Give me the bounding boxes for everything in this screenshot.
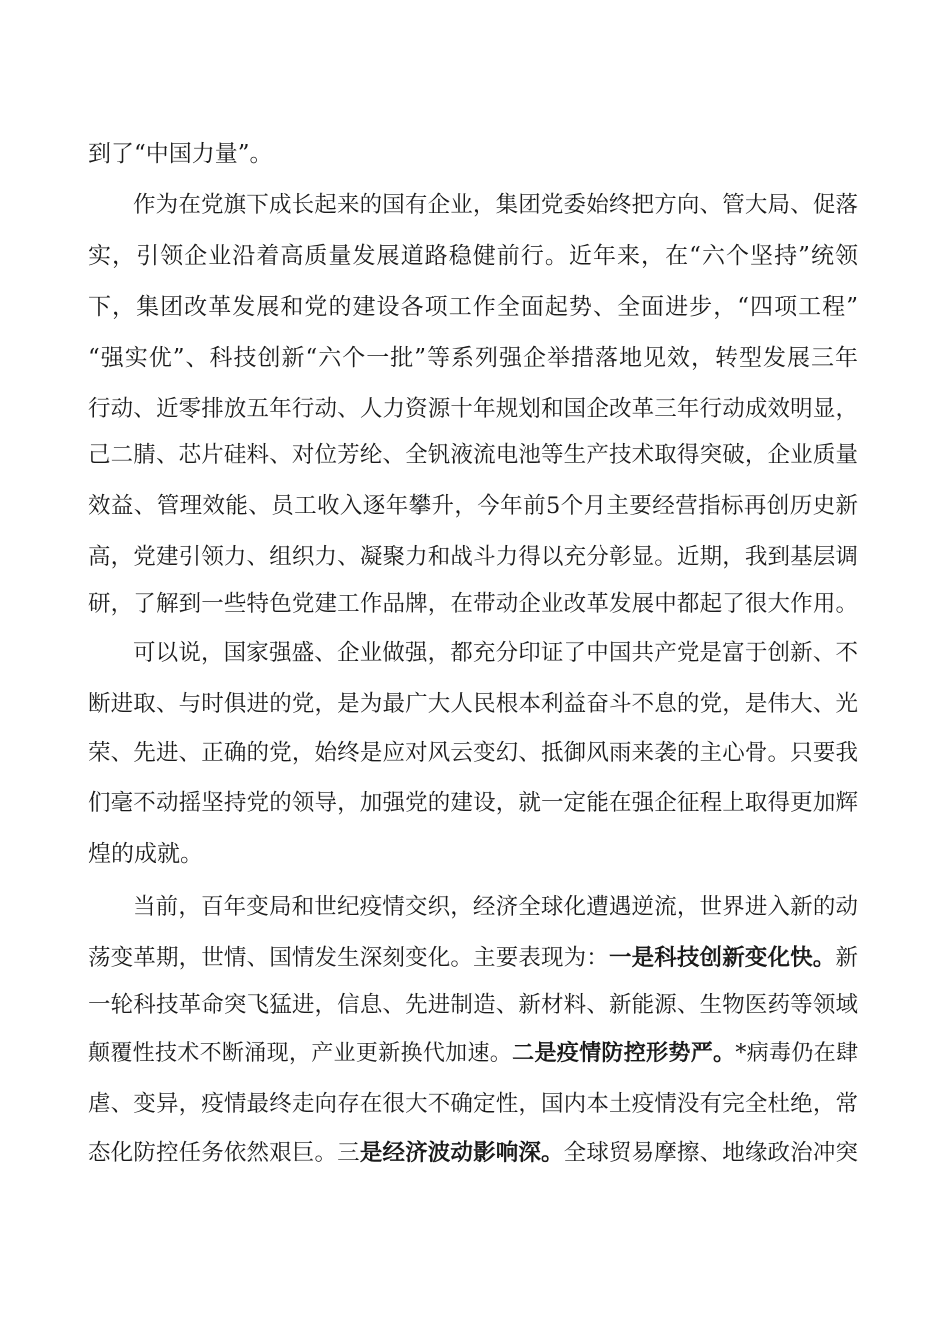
paragraph-3-line-3: 荣、先进、正确的党，始终是应对风云变幻、抵御风雨来袭的主心骨。只要我 [88, 740, 858, 766]
paragraph-4-line-3: 一轮科技革命突飞猛进，信息、先进制造、新材料、新能源、生物医药等领域 [88, 992, 858, 1018]
paragraph-4-line-4 [88, 1033, 858, 1073]
paragraph-4-line-6-text-c: 全球贸易摩擦、地缘政治冲突 [563, 1140, 858, 1166]
paragraph-2-line-9: 研，了解到一些特色党建工作品牌，在带动企业改革发展中都起了很大作用。 [88, 591, 858, 617]
paragraph-2-line-2: 实，引领企业沿着高质量发展道路稳健前行。近年来，在“六个坚持”统领 [88, 243, 858, 269]
paragraph-2-line-6: 己二腈、芯片硅料、对位芳纶、全钒液流电池等生产技术取得突破，企业质量 [88, 442, 858, 468]
paragraph-4-line-2-text-a: 荡变革期，世情、国情发生深刻变化。主要表现为： [88, 945, 609, 971]
paragraph-3-line-4: 们毫不动摇坚持党的领导，加强党的建设，就一定能在强企征程上取得更加辉 [88, 790, 858, 816]
paragraph-4-line-2 [88, 938, 858, 978]
paragraph-2-line-4: “强实优”、科技创新“六个一批”等系列强企举措落地见效，转型发展三年 [88, 345, 858, 371]
paragraph-4-line-4-text-a: 颠覆性技术不断涌现，产业更新换代加速。 [88, 1041, 513, 1066]
paragraph-4-line-2-bold-heading: 一是科技创新变化快。 [608, 945, 836, 971]
paragraph-4-line-5: 虐、变异，疫情最终走向存在很大不确定性，国内本土疫情没有完全杜绝，常 [88, 1091, 858, 1117]
paragraph-2-line-8: 高，党建引领力、组织力、凝聚力和战斗力得以充分彰显。近期，我到基层调 [88, 544, 858, 570]
paragraph-4-line-4-text-c: *病毒仍在肆 [735, 1041, 858, 1066]
paragraph-4-line-2-text-c: 新 [835, 945, 858, 971]
paragraph-4-line-6 [88, 1133, 858, 1173]
paragraph-4-line-4-bold-heading: 二是疫情防控形势严。 [512, 1040, 736, 1066]
paragraph-2-line-1: 作为在党旗下成长起来的国有企业，集团党委始终把方向、管大局、促落 [133, 192, 858, 218]
paragraph-2-line-3: 下，集团改革发展和党的建设各项工作全面起势、全面进步，“四项工程” [88, 294, 858, 320]
paragraph-3-line-1: 可以说，国家强盛、企业做强，都充分印证了中国共产党是富于创新、不 [133, 640, 858, 666]
paragraph-4-line-6-bold-heading: 是经济波动影响深。 [359, 1140, 564, 1166]
paragraph-3-line-5: 煌的成就。 [88, 841, 203, 867]
paragraph-1-line-1: 到了“中国力量”。 [88, 141, 273, 167]
paragraph-2-line-5: 行动、近零排放五年行动、人力资源十年规划和国企改革三年行动成效明显， [88, 396, 858, 422]
paragraph-4-line-6-text-a: 态化防控任务依然艰巨。三 [88, 1140, 360, 1166]
paragraph-2-line-7: 效益、管理效能、员工收入逐年攀升，今年前5个月主要经营指标再创历史新 [88, 493, 858, 519]
paragraph-4-line-1: 当前，百年变局和世纪疫情交织，经济全球化遭遇逆流，世界进入新的动 [133, 894, 858, 920]
paragraph-3-line-2: 断进取、与时俱进的党，是为最广大人民根本利益奋斗不息的党，是伟大、光 [88, 691, 858, 717]
